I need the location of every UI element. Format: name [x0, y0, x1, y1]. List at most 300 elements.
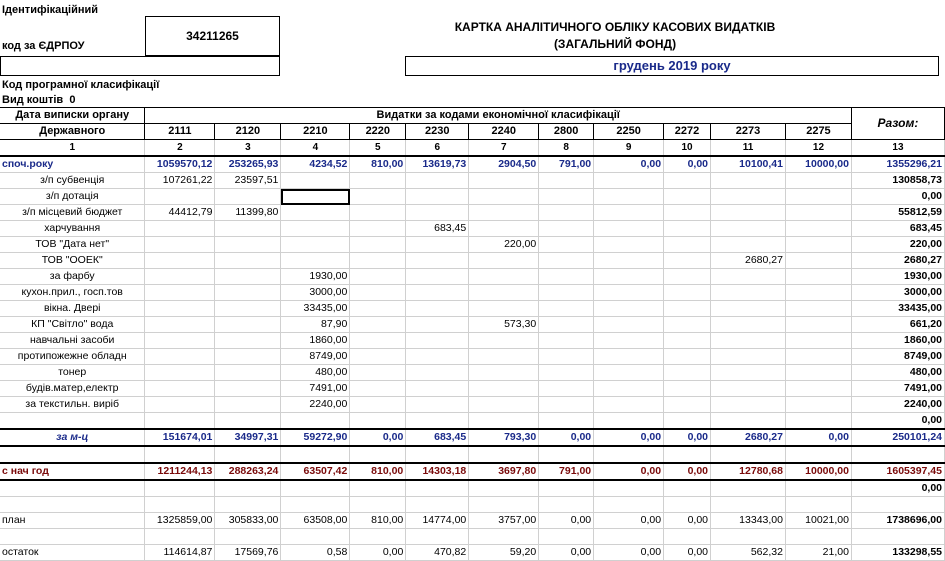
cell-2120[interactable] [215, 397, 281, 413]
cell-2273[interactable] [711, 189, 786, 205]
cell-2120[interactable] [215, 221, 281, 237]
cell-2240[interactable] [469, 333, 539, 349]
cell-2120[interactable]: 288263,24 [215, 463, 281, 480]
cell-2272[interactable]: 0,00 [664, 463, 711, 480]
cell-2273[interactable]: 2680,27 [711, 253, 786, 269]
cell-2230[interactable] [406, 365, 469, 381]
cell-2220[interactable] [350, 497, 406, 513]
cell-2240[interactable] [469, 397, 539, 413]
cell-2220[interactable] [350, 317, 406, 333]
cell-2273[interactable] [711, 497, 786, 513]
cell-2111[interactable]: 1325859,00 [145, 513, 215, 529]
row-total[interactable]: 220,00 [851, 237, 944, 253]
cell-2210[interactable]: 7491,00 [281, 381, 350, 397]
cell-2210[interactable]: 63507,42 [281, 463, 350, 480]
cell-2800[interactable] [539, 381, 594, 397]
cell-2120[interactable] [215, 301, 281, 317]
cell-2275[interactable] [785, 397, 851, 413]
row-total[interactable]: 480,00 [851, 365, 944, 381]
cell-2111[interactable] [145, 397, 215, 413]
cell-2275[interactable] [785, 189, 851, 205]
cell-2275[interactable]: 10021,00 [785, 513, 851, 529]
cell-2800[interactable] [539, 189, 594, 205]
cell-2250[interactable] [594, 480, 664, 497]
cell-2210[interactable] [281, 446, 350, 463]
cell-2220[interactable] [350, 269, 406, 285]
cell-2120[interactable] [215, 285, 281, 301]
cell-2250[interactable]: 0,00 [594, 545, 664, 561]
cell-2220[interactable] [350, 221, 406, 237]
cell-2273[interactable] [711, 173, 786, 189]
cell-2120[interactable] [215, 349, 281, 365]
row-label[interactable]: навчальні засоби [0, 333, 145, 349]
cell-2120[interactable]: 253265,93 [215, 156, 281, 173]
row-total[interactable]: 7491,00 [851, 381, 944, 397]
cell-2240[interactable] [469, 446, 539, 463]
row-label[interactable]: за м-ц [0, 429, 145, 446]
cell-2272[interactable] [664, 317, 711, 333]
row-label[interactable]: за текстильн. виріб [0, 397, 145, 413]
cell-2111[interactable] [145, 301, 215, 317]
row-label[interactable]: вікна. Двері [0, 301, 145, 317]
cell-2220[interactable] [350, 529, 406, 545]
cell-2275[interactable] [785, 269, 851, 285]
row-label[interactable]: з/п місцевий бюджет [0, 205, 145, 221]
cell-2210[interactable]: 1860,00 [281, 333, 350, 349]
cell-2230[interactable] [406, 269, 469, 285]
cell-2220[interactable]: 0,00 [350, 429, 406, 446]
cell-2220[interactable] [350, 285, 406, 301]
cell-2240[interactable]: 3757,00 [469, 513, 539, 529]
cell-2250[interactable] [594, 397, 664, 413]
cell-2800[interactable]: 0,00 [539, 513, 594, 529]
cell-2230[interactable]: 683,45 [406, 221, 469, 237]
cell-2210[interactable]: 59272,90 [281, 429, 350, 446]
cell-2240[interactable]: 59,20 [469, 545, 539, 561]
row-total[interactable]: 661,20 [851, 317, 944, 333]
cell-2273[interactable] [711, 349, 786, 365]
cell-2800[interactable] [539, 301, 594, 317]
cell-2220[interactable] [350, 446, 406, 463]
cell-2210[interactable] [281, 253, 350, 269]
cell-2272[interactable] [664, 333, 711, 349]
row-label[interactable]: за фарбу [0, 269, 145, 285]
cell-2273[interactable] [711, 413, 786, 430]
cell-2275[interactable] [785, 253, 851, 269]
row-label[interactable]: тонер [0, 365, 145, 381]
cell-2250[interactable] [594, 529, 664, 545]
cell-2220[interactable] [350, 237, 406, 253]
cell-2210[interactable] [281, 497, 350, 513]
cell-2273[interactable] [711, 301, 786, 317]
cell-2272[interactable] [664, 497, 711, 513]
cell-2230[interactable]: 470,82 [406, 545, 469, 561]
cell-2272[interactable] [664, 253, 711, 269]
cell-2111[interactable] [145, 365, 215, 381]
cell-2220[interactable] [350, 189, 406, 205]
cell-2275[interactable] [785, 446, 851, 463]
cell-2230[interactable] [406, 381, 469, 397]
cell-2275[interactable] [785, 237, 851, 253]
cell-2275[interactable] [785, 529, 851, 545]
cell-2120[interactable]: 11399,80 [215, 205, 281, 221]
cell-2273[interactable]: 2680,27 [711, 429, 786, 446]
cell-2272[interactable]: 0,00 [664, 513, 711, 529]
cell-2800[interactable] [539, 397, 594, 413]
cell-2111[interactable] [145, 497, 215, 513]
cell-2210[interactable]: 2240,00 [281, 397, 350, 413]
cell-2111[interactable] [145, 381, 215, 397]
cell-2230[interactable] [406, 301, 469, 317]
cell-2230[interactable] [406, 446, 469, 463]
cell-2230[interactable] [406, 173, 469, 189]
row-label[interactable] [0, 446, 145, 463]
row-label[interactable]: план [0, 513, 145, 529]
cell-2275[interactable] [785, 205, 851, 221]
cell-2240[interactable] [469, 413, 539, 430]
cell-2250[interactable] [594, 365, 664, 381]
cell-2230[interactable]: 13619,73 [406, 156, 469, 173]
cell-2800[interactable] [539, 205, 594, 221]
cell-2250[interactable] [594, 413, 664, 430]
cell-2220[interactable]: 810,00 [350, 156, 406, 173]
cell-2250[interactable] [594, 446, 664, 463]
cell-2800[interactable]: 791,00 [539, 463, 594, 480]
row-total[interactable]: 3000,00 [851, 285, 944, 301]
cell-2111[interactable]: 1211244,13 [145, 463, 215, 480]
cell-2272[interactable] [664, 237, 711, 253]
cell-2111[interactable] [145, 413, 215, 430]
cell-2240[interactable] [469, 205, 539, 221]
cell-2272[interactable] [664, 301, 711, 317]
cell-2220[interactable] [350, 253, 406, 269]
cell-2111[interactable] [145, 269, 215, 285]
cell-2120[interactable]: 34997,31 [215, 429, 281, 446]
cell-2120[interactable] [215, 381, 281, 397]
cell-2220[interactable] [350, 301, 406, 317]
cell-2273[interactable]: 10100,41 [711, 156, 786, 173]
cell-2120[interactable] [215, 189, 281, 205]
cell-2272[interactable] [664, 397, 711, 413]
cell-2273[interactable] [711, 205, 786, 221]
cell-2240[interactable] [469, 269, 539, 285]
cell-2240[interactable]: 220,00 [469, 237, 539, 253]
row-total[interactable]: 55812,59 [851, 205, 944, 221]
row-total[interactable]: 0,00 [851, 189, 944, 205]
cell-2250[interactable] [594, 189, 664, 205]
row-total[interactable]: 0,00 [851, 480, 944, 497]
cell-2275[interactable] [785, 381, 851, 397]
cell-2275[interactable] [785, 365, 851, 381]
cell-2250[interactable] [594, 253, 664, 269]
cell-2111[interactable] [145, 253, 215, 269]
row-label[interactable] [0, 480, 145, 497]
row-total[interactable]: 1355296,21 [851, 156, 944, 173]
cell-2240[interactable] [469, 285, 539, 301]
cell-2250[interactable] [594, 381, 664, 397]
cell-2111[interactable] [145, 237, 215, 253]
cell-2210[interactable] [281, 237, 350, 253]
cell-2230[interactable] [406, 253, 469, 269]
cell-2240[interactable] [469, 381, 539, 397]
edrpou-box[interactable] [145, 16, 280, 56]
row-total[interactable] [851, 497, 944, 513]
row-total[interactable]: 33435,00 [851, 301, 944, 317]
cell-2220[interactable]: 810,00 [350, 513, 406, 529]
cell-2220[interactable] [350, 413, 406, 430]
cell-2111[interactable]: 151674,01 [145, 429, 215, 446]
cell-2800[interactable] [539, 413, 594, 430]
cell-2275[interactable]: 0,00 [785, 429, 851, 446]
cell-2230[interactable]: 14774,00 [406, 513, 469, 529]
cell-2210[interactable]: 8749,00 [281, 349, 350, 365]
cell-2120[interactable]: 305833,00 [215, 513, 281, 529]
cell-2800[interactable] [539, 269, 594, 285]
cell-2272[interactable] [664, 365, 711, 381]
cell-2111[interactable] [145, 189, 215, 205]
cell-2275[interactable]: 10000,00 [785, 156, 851, 173]
cell-2120[interactable] [215, 413, 281, 430]
row-total[interactable] [851, 446, 944, 463]
cell-2275[interactable] [785, 173, 851, 189]
row-total[interactable]: 130858,73 [851, 173, 944, 189]
row-label[interactable]: з/п субвенція [0, 173, 145, 189]
cell-2275[interactable] [785, 221, 851, 237]
row-total[interactable] [851, 529, 944, 545]
cell-2240[interactable] [469, 480, 539, 497]
cell-2273[interactable] [711, 317, 786, 333]
period-box[interactable] [405, 56, 939, 76]
code-box[interactable] [0, 56, 280, 76]
cell-2275[interactable]: 21,00 [785, 545, 851, 561]
cell-2273[interactable] [711, 397, 786, 413]
cell-2273[interactable] [711, 221, 786, 237]
row-label[interactable] [0, 497, 145, 513]
cell-2220[interactable] [350, 173, 406, 189]
cell-2240[interactable] [469, 253, 539, 269]
cell-2120[interactable] [215, 529, 281, 545]
row-label[interactable] [0, 413, 145, 430]
cell-2250[interactable] [594, 333, 664, 349]
cell-2210[interactable]: 1930,00 [281, 269, 350, 285]
cell-2273[interactable] [711, 365, 786, 381]
cell-2800[interactable] [539, 349, 594, 365]
cell-2800[interactable] [539, 221, 594, 237]
cell-2111[interactable]: 107261,22 [145, 173, 215, 189]
cell-2800[interactable] [539, 253, 594, 269]
cell-2240[interactable] [469, 349, 539, 365]
cell-2230[interactable] [406, 333, 469, 349]
cell-2275[interactable] [785, 349, 851, 365]
cell-2210[interactable] [281, 221, 350, 237]
cell-2272[interactable] [664, 173, 711, 189]
cell-2111[interactable]: 114614,87 [145, 545, 215, 561]
cell-2800[interactable] [539, 497, 594, 513]
cell-2273[interactable] [711, 237, 786, 253]
cell-2272[interactable] [664, 269, 711, 285]
row-total[interactable]: 683,45 [851, 221, 944, 237]
cell-2272[interactable] [664, 446, 711, 463]
row-label[interactable]: ТОВ "ООЕК" [0, 253, 145, 269]
row-label[interactable] [0, 529, 145, 545]
row-label[interactable]: кухон.прил., госп.тов [0, 285, 145, 301]
cell-2230[interactable] [406, 285, 469, 301]
cell-2210[interactable] [281, 189, 350, 205]
cell-2272[interactable] [664, 381, 711, 397]
row-total[interactable]: 1860,00 [851, 333, 944, 349]
cell-2250[interactable] [594, 205, 664, 221]
cell-2220[interactable]: 0,00 [350, 545, 406, 561]
cell-2800[interactable] [539, 317, 594, 333]
cell-2800[interactable] [539, 333, 594, 349]
cell-2230[interactable] [406, 480, 469, 497]
cell-2111[interactable] [145, 446, 215, 463]
cell-2272[interactable] [664, 413, 711, 430]
row-total[interactable]: 133298,55 [851, 545, 944, 561]
cell-2800[interactable] [539, 529, 594, 545]
cell-2273[interactable] [711, 381, 786, 397]
cell-2230[interactable] [406, 205, 469, 221]
cell-2210[interactable]: 87,90 [281, 317, 350, 333]
cell-2272[interactable] [664, 529, 711, 545]
cell-2800[interactable] [539, 446, 594, 463]
cell-2230[interactable] [406, 349, 469, 365]
row-total[interactable]: 1930,00 [851, 269, 944, 285]
cell-2250[interactable]: 0,00 [594, 429, 664, 446]
cell-2240[interactable]: 2904,50 [469, 156, 539, 173]
cell-2230[interactable] [406, 413, 469, 430]
cell-2273[interactable]: 12780,68 [711, 463, 786, 480]
cell-2120[interactable] [215, 269, 281, 285]
cell-2120[interactable]: 23597,51 [215, 173, 281, 189]
cell-2240[interactable]: 3697,80 [469, 463, 539, 480]
cell-2250[interactable]: 0,00 [594, 513, 664, 529]
cell-2220[interactable] [350, 333, 406, 349]
cell-2111[interactable]: 44412,79 [145, 205, 215, 221]
cell-2210[interactable]: 0,58 [281, 545, 350, 561]
cell-2220[interactable] [350, 381, 406, 397]
cell-2800[interactable]: 0,00 [539, 429, 594, 446]
cell-2120[interactable] [215, 480, 281, 497]
cell-2240[interactable] [469, 221, 539, 237]
cell-2800[interactable] [539, 173, 594, 189]
cell-2275[interactable] [785, 317, 851, 333]
cell-2272[interactable] [664, 205, 711, 221]
row-label[interactable]: протипожежне обладн [0, 349, 145, 365]
cell-2275[interactable] [785, 413, 851, 430]
cell-2800[interactable] [539, 237, 594, 253]
cell-2275[interactable] [785, 285, 851, 301]
cell-2273[interactable] [711, 269, 786, 285]
cell-2120[interactable] [215, 365, 281, 381]
cell-2272[interactable]: 0,00 [664, 545, 711, 561]
cell-2120[interactable]: 17569,76 [215, 545, 281, 561]
cell-2220[interactable] [350, 480, 406, 497]
cell-2120[interactable] [215, 317, 281, 333]
cell-2240[interactable]: 793,30 [469, 429, 539, 446]
cell-2272[interactable]: 0,00 [664, 156, 711, 173]
cell-2250[interactable] [594, 269, 664, 285]
cell-2240[interactable] [469, 365, 539, 381]
cell-2220[interactable] [350, 397, 406, 413]
cell-2230[interactable] [406, 237, 469, 253]
cell-2250[interactable] [594, 221, 664, 237]
cell-2210[interactable]: 480,00 [281, 365, 350, 381]
cell-2220[interactable] [350, 365, 406, 381]
cell-2210[interactable] [281, 205, 350, 221]
cell-2250[interactable] [594, 301, 664, 317]
cell-2275[interactable] [785, 497, 851, 513]
row-label[interactable]: споч.року [0, 156, 145, 173]
cell-2272[interactable]: 0,00 [664, 429, 711, 446]
cell-2273[interactable] [711, 480, 786, 497]
cell-2272[interactable] [664, 221, 711, 237]
row-total[interactable]: 2240,00 [851, 397, 944, 413]
cell-2111[interactable] [145, 480, 215, 497]
cell-2230[interactable] [406, 397, 469, 413]
cell-2111[interactable] [145, 333, 215, 349]
cell-2210[interactable]: 33435,00 [281, 301, 350, 317]
cell-2272[interactable] [664, 285, 711, 301]
cell-2111[interactable] [145, 349, 215, 365]
cell-2273[interactable] [711, 446, 786, 463]
cell-2272[interactable] [664, 189, 711, 205]
cell-2275[interactable] [785, 301, 851, 317]
cell-2273[interactable] [711, 333, 786, 349]
cell-2240[interactable] [469, 189, 539, 205]
row-total[interactable]: 2680,27 [851, 253, 944, 269]
cell-2275[interactable] [785, 333, 851, 349]
cell-2210[interactable] [281, 173, 350, 189]
cell-2240[interactable] [469, 301, 539, 317]
cell-2210[interactable] [281, 529, 350, 545]
cell-2210[interactable]: 3000,00 [281, 285, 350, 301]
row-total[interactable]: 1738696,00 [851, 513, 944, 529]
cell-2111[interactable] [145, 221, 215, 237]
cell-2120[interactable] [215, 497, 281, 513]
cell-2111[interactable] [145, 529, 215, 545]
row-label[interactable]: будів.матер,електр [0, 381, 145, 397]
cell-2250[interactable]: 0,00 [594, 156, 664, 173]
cell-2111[interactable]: 1059570,12 [145, 156, 215, 173]
cell-2230[interactable]: 14303,18 [406, 463, 469, 480]
cell-2250[interactable] [594, 237, 664, 253]
cell-2210[interactable]: 4234,52 [281, 156, 350, 173]
row-label[interactable]: з/п дотація [0, 189, 145, 205]
cell-2275[interactable]: 10000,00 [785, 463, 851, 480]
cell-2220[interactable]: 810,00 [350, 463, 406, 480]
cell-2240[interactable]: 573,30 [469, 317, 539, 333]
cell-2250[interactable]: 0,00 [594, 463, 664, 480]
cell-2120[interactable] [215, 333, 281, 349]
cell-2272[interactable] [664, 349, 711, 365]
cell-2273[interactable]: 13343,00 [711, 513, 786, 529]
cell-2230[interactable] [406, 189, 469, 205]
row-total[interactable]: 250101,24 [851, 429, 944, 446]
cell-2240[interactable] [469, 529, 539, 545]
cell-2273[interactable] [711, 529, 786, 545]
cell-2230[interactable] [406, 529, 469, 545]
cell-2800[interactable] [539, 285, 594, 301]
cell-2210[interactable] [281, 480, 350, 497]
cell-2240[interactable] [469, 173, 539, 189]
cell-2275[interactable] [785, 480, 851, 497]
cell-2230[interactable] [406, 317, 469, 333]
cell-2250[interactable] [594, 349, 664, 365]
cell-2230[interactable] [406, 497, 469, 513]
cell-2250[interactable] [594, 317, 664, 333]
cell-2210[interactable] [281, 413, 350, 430]
